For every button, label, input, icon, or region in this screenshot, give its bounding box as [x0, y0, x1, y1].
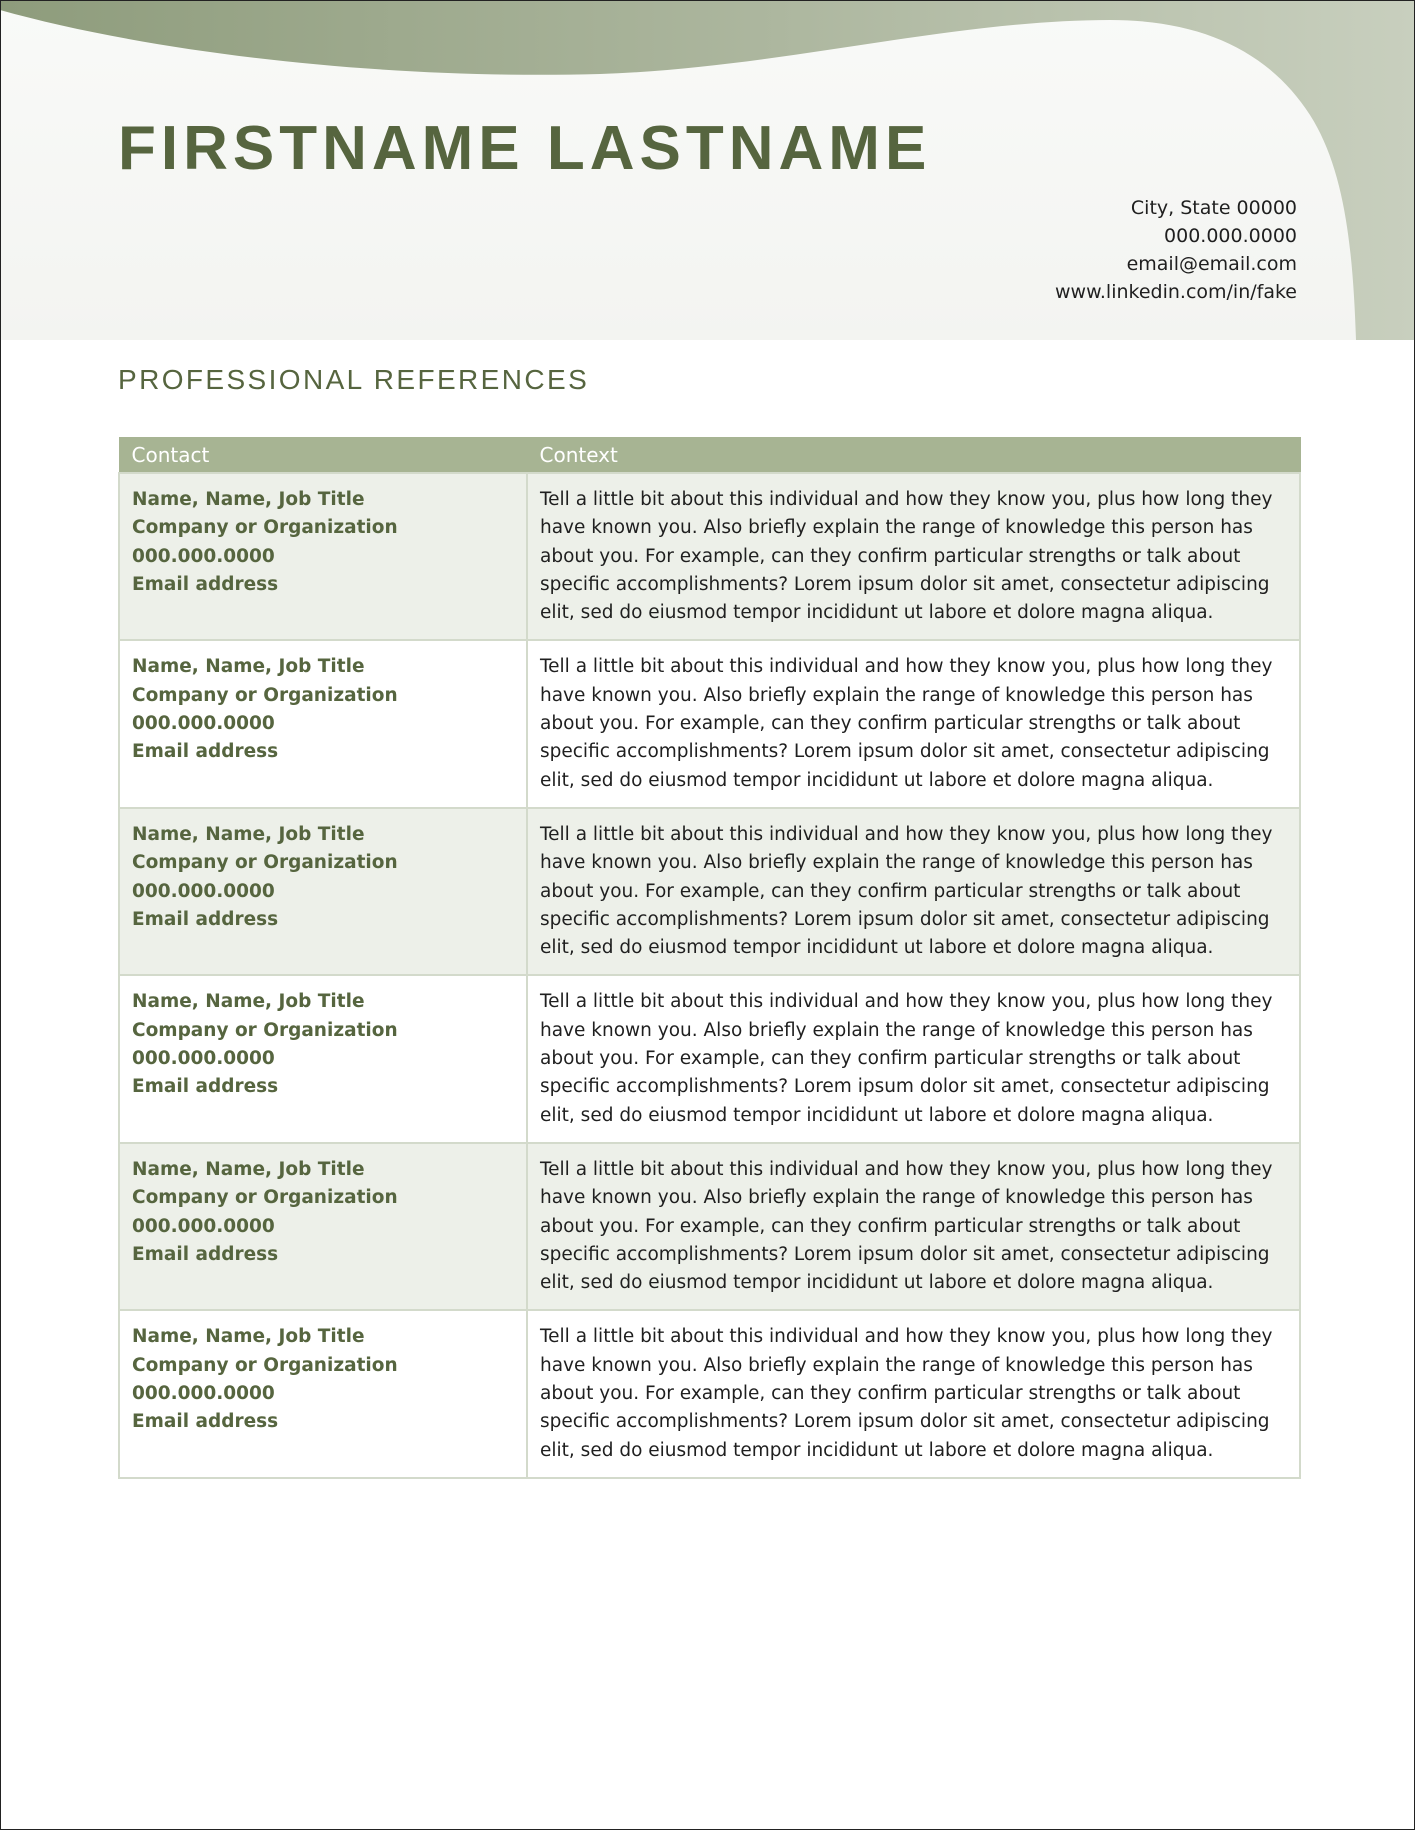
context-cell: Tell a little bit about this individual and how they know you, plus how long they have known you. Also briefly explain the range of knowledge this person has about you. For example, can they confirm particular strengths or talk about specific accomplishments? Lorem ipsum dolor sit amet, consectetur adipiscing elit, sed do eiusmod tempor incididunt ut labore et dolore magna aliqua.	[527, 1310, 1300, 1477]
reference-name: Name, Name, Job Title	[132, 991, 365, 1013]
reference-email: Email address	[132, 741, 279, 763]
contact-cell	[119, 473, 527, 640]
table-row	[119, 640, 1300, 807]
contact-cell	[119, 640, 527, 807]
table-row	[119, 1310, 1300, 1477]
reference-company: Company or Organization	[132, 684, 398, 706]
reference-phone: 000.000.0000	[132, 1048, 275, 1070]
applicant-name: FIRSTNAME LASTNAME	[118, 114, 932, 183]
table-row	[119, 975, 1300, 1142]
reference-company: Company or Organization	[132, 1354, 398, 1376]
reference-company: Company or Organization	[132, 517, 398, 539]
table-row	[119, 1143, 1300, 1310]
contact-info	[1055, 194, 1297, 306]
reference-phone: 000.000.0000	[132, 713, 275, 735]
reference-company: Company or Organization	[132, 1019, 398, 1041]
reference-company: Company or Organization	[132, 1187, 398, 1209]
reference-email: Email address	[132, 908, 279, 930]
context-cell: Tell a little bit about this individual and how they know you, plus how long they have known you. Also briefly explain the range of knowledge this person has about you. For example, can they confirm particular strengths or talk about specific accomplishments? Lorem ipsum dolor sit amet, consectetur adipiscing elit, sed do eiusmod tempor incididunt ut labore et dolore magna aliqua.	[527, 473, 1300, 640]
reference-name: Name, Name, Job Title	[132, 823, 365, 845]
reference-phone: 000.000.0000	[132, 1383, 275, 1405]
linkedin-line: www.linkedin.com/in/fake	[1055, 281, 1297, 303]
reference-name: Name, Name, Job Title	[132, 656, 365, 678]
section-title: PROFESSIONAL REFERENCES	[118, 364, 590, 395]
context-cell: Tell a little bit about this individual and how they know you, plus how long they have known you. Also briefly explain the range of knowledge this person has about you. For example, can they confirm particular strengths or talk about specific accomplishments? Lorem ipsum dolor sit amet, consectetur adipiscing elit, sed do eiusmod tempor incididunt ut labore et dolore magna aliqua.	[527, 808, 1300, 975]
reference-name: Name, Name, Job Title	[132, 1326, 365, 1348]
address-line: City, State 00000	[1130, 197, 1297, 219]
table-row	[119, 473, 1300, 640]
table-row	[119, 808, 1300, 975]
contact-cell	[119, 975, 527, 1142]
table-header-row	[119, 438, 1300, 474]
reference-email: Email address	[132, 1243, 279, 1265]
reference-name: Name, Name, Job Title	[132, 489, 365, 510]
column-header-context: Context	[527, 438, 1300, 474]
phone-line: 000.000.0000	[1164, 225, 1297, 247]
reference-email: Email address	[132, 1411, 279, 1433]
context-cell: Tell a little bit about this individual and how they know you, plus how long they have known you. Also briefly explain the range of knowledge this person has about you. For example, can they confirm particular strengths or talk about specific accomplishments? Lorem ipsum dolor sit amet, consectetur adipiscing elit, sed do eiusmod tempor incididunt ut labore et dolore magna aliqua.	[527, 1143, 1300, 1310]
contact-cell	[119, 1310, 527, 1477]
reference-phone: 000.000.0000	[132, 545, 275, 567]
contact-cell	[119, 1143, 527, 1310]
reference-name: Name, Name, Job Title	[132, 1158, 365, 1180]
context-cell: Tell a little bit about this individual and how they know you, plus how long they have known you. Also briefly explain the range of knowledge this person has about you. For example, can they confirm particular strengths or talk about specific accomplishments? Lorem ipsum dolor sit amet, consectetur adipiscing elit, sed do eiusmod tempor incididunt ut labore et dolore magna aliqua.	[527, 640, 1300, 807]
email-line: email@email.com	[1126, 253, 1297, 275]
reference-company: Company or Organization	[132, 852, 398, 874]
column-header-contact: Contact	[119, 438, 527, 474]
contact-cell	[119, 808, 527, 975]
context-cell: Tell a little bit about this individual and how they know you, plus how long they have known you. Also briefly explain the range of knowledge this person has about you. For example, can they confirm particular strengths or talk about specific accomplishments? Lorem ipsum dolor sit amet, consectetur adipiscing elit, sed do eiusmod tempor incididunt ut labore et dolore magna aliqua.	[527, 975, 1300, 1142]
references-table	[118, 437, 1301, 1479]
reference-email: Email address	[132, 1076, 279, 1098]
reference-email: Email address	[132, 573, 279, 595]
reference-phone: 000.000.0000	[132, 880, 275, 902]
reference-phone: 000.000.0000	[132, 1215, 275, 1237]
